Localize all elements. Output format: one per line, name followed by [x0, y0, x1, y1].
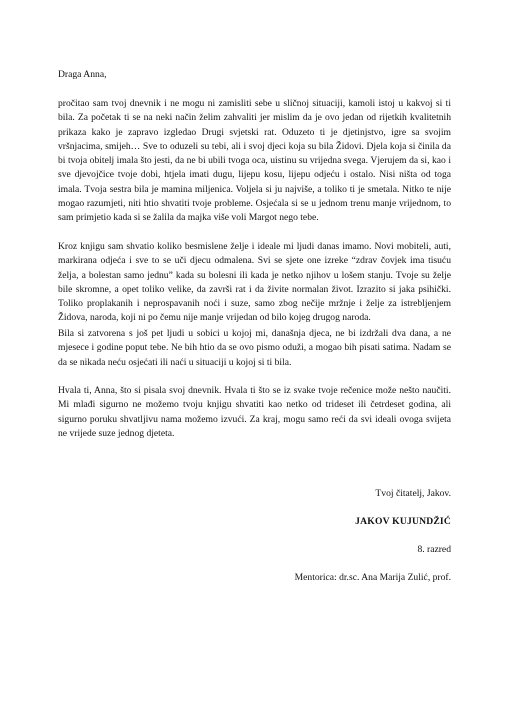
mentor-line: Mentorica: dr.sc. Ana Marija Zulić, prof.	[294, 572, 451, 583]
letter-closing: Tvoj čitatelj, Jakov.	[375, 488, 451, 499]
letter-paragraph-3: Bila si zatvorena s još pet ljudi u sobici u kojoj mi, današnja djeca, ne bi izdržali dva dana, a ne mjesece i godine poput tebe. Ne bih htio da se ovo pismo oduži, a mogao bih pisati satima. Nadam se da se nikada neću osjećati ili naći u situaciji u kojoj si ti bila.	[58, 328, 451, 368]
letter-paragraph-2: Kroz knjigu sam shvatio koliko besmislene želje i ideale mi ljudi danas imamo. Novi mobiteli, auti, markirana odjeća i sve to se uči djecu odmalena. Svi se sjete one izreke “zdrav čovjek ima tisuću želja, a bolestan samo jednu” kada su bolesni ili kada je netko njihov u lošem stanju. Tvoje su želje bile skromne, a opet toliko velike, da završi rat i da živite normalan život. Izrazito si jaka psihički. Toliko proplakanih i neprospavanih noći i suze, samo zbog nečije mržnje i želje za istrebljenjem Židova, naroda, koji ni po čemu nije manje vrijedan od bilo kojeg drugog naroda.	[58, 241, 451, 324]
author-name: JAKOV KUJUNDŽIĆ	[355, 516, 451, 527]
letter-salutation: Draga Anna,	[58, 69, 107, 80]
letter-paragraph-1: pročitao sam tvoj dnevnik i ne mogu ni zamisliti sebe u sličnoj situaciji, kamoli istoj u kakvoj si ti bila. Za početak ti se na neki način želim zahvaliti jer mislim da je ovo jedan od rijetkih kvalitetnih prikaza kako je zapravo izgledao Drugi svjetski rat. Oduzeto ti je djetinjstvo, igre sa svojim vršnjacima, smijeh… Sve to oduzeli su tebi, ali i svoj djeci koja su bila Židovi. Djela koja si činila da bi tvoja obitelj imala što jesti, da ne bi ubili tvoga oca, uistinu su vrijedna svega. Vjerujem da si, kao i sve djevojčice tvoje dobi, htjela imati dugu, lijepu kosu, lijepu odjeću i ostalo. Nisi ništa od toga imala. Tvoja sestra bila je mamina miljenica. Voljela si ju najviše, a toliko ti je smetala. Nitko te nije mogao razumjeti, niti htio shvatiti tvoje probleme. Osjećala si se u jednom trenu manje vrijednom, to sam primjetio kada si se žalila da majka više voli Margot nego tebe.	[58, 98, 451, 224]
author-grade: 8. razred	[417, 544, 451, 555]
letter-paragraph-4: Hvala ti, Anna, što si pisala svoj dnevnik. Hvala ti što se iz svake tvoje rečenice može nešto naučiti. Mi mlađi sigurno ne možemo tvoju knjigu shvatiti kao netko od trideset ili četrdeset godina, ali sigurno poruku shvatljivu nama možemo izvući. Za kraj, mogu samo reći da svi ideali ovoga svijeta ne vrijede suze jednog djeteta.	[58, 385, 451, 439]
